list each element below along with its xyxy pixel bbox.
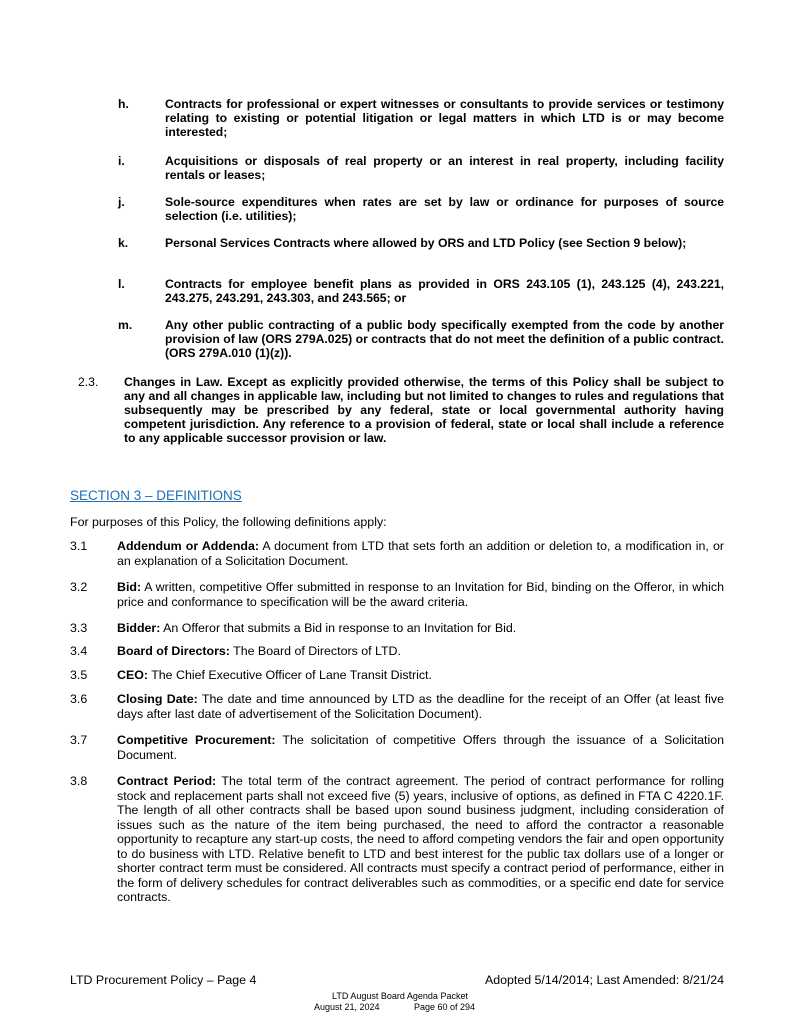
section-number: 2.3. — [78, 375, 99, 389]
list-text: Any other public contracting of a public body specifically exempted from the code by another provision of law (ORS 279A.025) or contracts that do not meet the definition of a public contract. (ORS 279A.010 (1)(z)). — [165, 318, 724, 360]
definition-number: 3.5 — [70, 668, 88, 682]
list-item-h — [118, 97, 724, 139]
definition-text: The solicitation of competitive Offers through the issuance of a Solicitation Document. — [117, 733, 725, 762]
definition-text: The total term of the contract agreement. The period of contract performance for rolling stock and replacement parts shall not exceed five (5) years, inclusive of options, as defined in FTA C 4220.1F. The length of all other contracts shall be based upon sound business judgment, including consideration of issues such as the nature of the item being purchased, the need to afford the contractor a reasonable opportunity to recapture any start-up costs, the need to afford competing vendors the fair and open opportunity to do business with LTD. Relative benefit to LTD and best interest for the public tax dollars use of a longer or shorter contract term must be considered. All contracts must specify a contract period of performance, either in the form of delivery schedules for contract deliverables such as commodities, or a specific end date for service contracts. — [117, 774, 724, 904]
list-label: h. — [118, 97, 129, 111]
definition-term: Bidder: — [117, 621, 161, 635]
definition-3-2 — [70, 580, 724, 609]
definition-number: 3.4 — [70, 644, 88, 658]
definition-number: 3.1 — [70, 539, 88, 553]
definition-3-3 — [70, 621, 724, 636]
definition-3-1 — [70, 539, 724, 568]
list-text: Contracts for professional or expert witnesses or consultants to provide services or testimony relating to existing or potential litigation or legal matters in which LTD is or may become interested; — [165, 97, 724, 139]
definition-text: A document from LTD that sets forth an addition or deletion to, a modification in, or an explanation of a Solicitation Document. — [117, 539, 724, 568]
definition-number: 3.6 — [70, 692, 88, 706]
list-label: j. — [118, 195, 125, 209]
definition-term: Closing Date: — [117, 692, 198, 706]
list-label: k. — [118, 236, 129, 250]
definition-text: The date and time announced by LTD as the deadline for the receipt of an Offer (at least five days after last date of advertisement of the Solicitation Document). — [117, 692, 724, 721]
list-item-m — [118, 318, 724, 360]
definition-number: 3.3 — [70, 621, 88, 635]
definition-number: 3.7 — [70, 733, 88, 747]
list-item-j — [118, 195, 724, 223]
list-label: l. — [118, 277, 125, 291]
section-3-intro: For purposes of this Policy, the following definitions apply: — [70, 515, 387, 529]
definition-text: An Offeror that submits a Bid in response to an Invitation for Bid. — [160, 621, 517, 635]
definition-term: Board of Directors: — [117, 644, 230, 658]
section-text: Changes in Law. Except as explicitly provided otherwise, the terms of this Policy shall be subject to any and all changes in applicable law, including but not limited to changes to rules and regulations that subsequently may be prescribed by any federal, state or local governmental authority having competent jurisdiction. Any reference to a provision of federal, state or local shall include a reference to any applicable successor provision or law. — [124, 375, 724, 445]
list-item-l — [118, 277, 724, 305]
list-text: Personal Services Contracts where allowed by ORS and LTD Policy (see Section 9 below); — [165, 236, 687, 250]
definition-term: Addendum or Addenda: — [117, 539, 259, 553]
list-item-k — [118, 236, 724, 250]
definition-3-4 — [70, 644, 724, 659]
definition-3-5 — [70, 668, 724, 683]
list-label: i. — [118, 154, 125, 168]
list-text: Contracts for employee benefit plans as provided in ORS 243.105 (1), 243.125 (4), 243.221, 243.275, 243.291, 243.303, and 243.565; or — [165, 277, 724, 305]
list-item-i — [118, 154, 724, 182]
list-text: Sole-source expenditures when rates are set by law or ordinance for purposes of source selection (i.e. utilities); — [165, 195, 724, 223]
section-2-3 — [70, 375, 724, 445]
list-label: m. — [118, 318, 133, 332]
definition-term: Competitive Procurement: — [117, 733, 276, 747]
packet-title: LTD August Board Agenda Packet — [332, 991, 468, 1001]
packet-page-number: Page 60 of 294 — [414, 1002, 476, 1012]
definition-term: Contract Period: — [117, 774, 217, 788]
footer-page-label: LTD Procurement Policy – Page 4 — [70, 973, 257, 987]
definition-number: 3.8 — [70, 774, 88, 788]
definition-text: The Chief Executive Officer of Lane Transit District. — [147, 668, 432, 682]
definition-term: CEO: — [117, 668, 148, 682]
packet-date: August 21, 2024 — [314, 1002, 380, 1012]
definition-3-7 — [70, 733, 724, 762]
definition-3-8 — [70, 774, 724, 905]
definition-term: Bid: — [117, 580, 142, 594]
definition-text: A written, competitive Offer submitted in response to an Invitation for Bid, binding on the Offeror, in which price and conformance to specification will be the award criteria. — [117, 580, 724, 609]
footer-adopted-date: Adopted 5/14/2014; Last Amended: 8/21/24 — [484, 973, 724, 987]
section-3-heading[interactable]: SECTION 3 – DEFINITIONS — [70, 488, 242, 503]
definition-3-6 — [70, 692, 724, 721]
definition-number: 3.2 — [70, 580, 88, 594]
list-text: Acquisitions or disposals of real property or an interest in real property, including facility rentals or leases; — [165, 154, 724, 182]
definition-text: The Board of Directors of LTD. — [229, 644, 401, 658]
